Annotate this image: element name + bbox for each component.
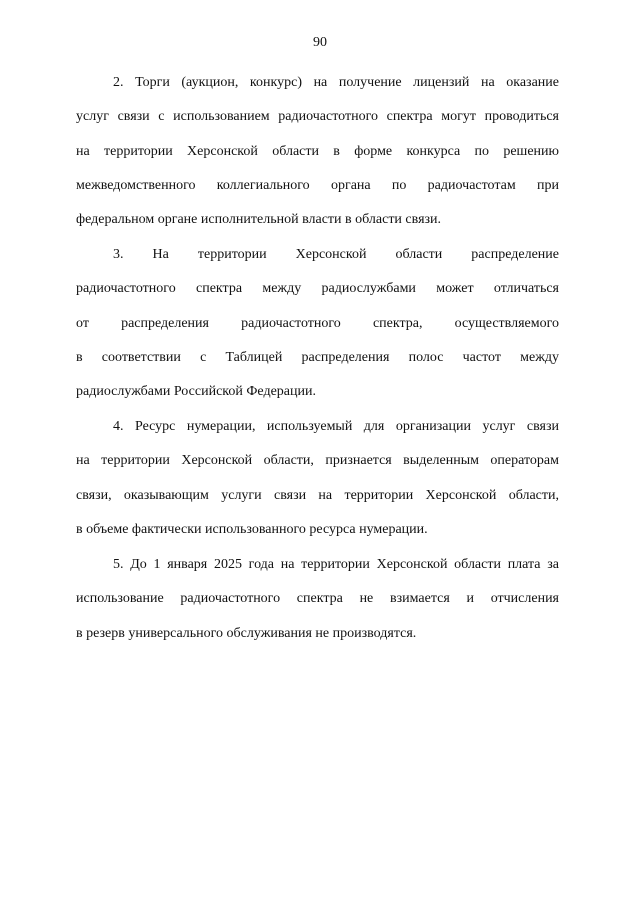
paragraph-5 bbox=[76, 548, 559, 651]
paragraph-line: связи, оказывающим услуги связи на территории Херсонской области, bbox=[76, 487, 559, 503]
paragraph-line: межведомственного коллегиального органа по радиочастотам при bbox=[76, 177, 559, 193]
paragraph-line: от распределения радиочастотного спектра, осуществляемого bbox=[76, 315, 559, 331]
paragraph-4 bbox=[76, 410, 559, 547]
paragraph-2 bbox=[76, 66, 559, 237]
paragraph-line: радиочастотного спектра между радиослужбами может отличаться bbox=[76, 281, 559, 297]
paragraph-line: на территории Херсонской области, признается выделенным операторам bbox=[76, 453, 559, 469]
paragraph-3 bbox=[76, 238, 559, 409]
paragraph-line: 2. Торги (аукцион, конкурс) на получение лицензий на оказание bbox=[113, 75, 559, 90]
paragraph-line: использование радиочастотного спектра не взимается и отчисления bbox=[76, 591, 559, 607]
page-number: 90 bbox=[313, 35, 327, 50]
paragraph-line: на территории Херсонской области в форме конкурса по решению bbox=[76, 143, 559, 159]
paragraph-line: в соответствии с Таблицей распределения полос частот между bbox=[76, 349, 559, 365]
paragraph-line: в объеме фактически использованного ресурса нумерации. bbox=[76, 521, 428, 537]
paragraph-line: радиослужбами Российской Федерации. bbox=[76, 384, 316, 400]
paragraph-line: федеральном органе исполнительной власти в области связи. bbox=[76, 212, 442, 228]
paragraph-line: 3. На территории Херсонской области распределение bbox=[113, 247, 559, 262]
paragraph-line: в резерв универсального обслуживания не производятся. bbox=[76, 625, 417, 641]
paragraph-line: 5. До 1 января 2025 года на территории Херсонской области плата за bbox=[113, 557, 559, 572]
paragraph-line: услуг связи с использованием радиочастотного спектра могут проводиться bbox=[76, 109, 559, 125]
paragraph-line: 4. Ресурс нумерации, используемый для организации услуг связи bbox=[113, 419, 559, 434]
